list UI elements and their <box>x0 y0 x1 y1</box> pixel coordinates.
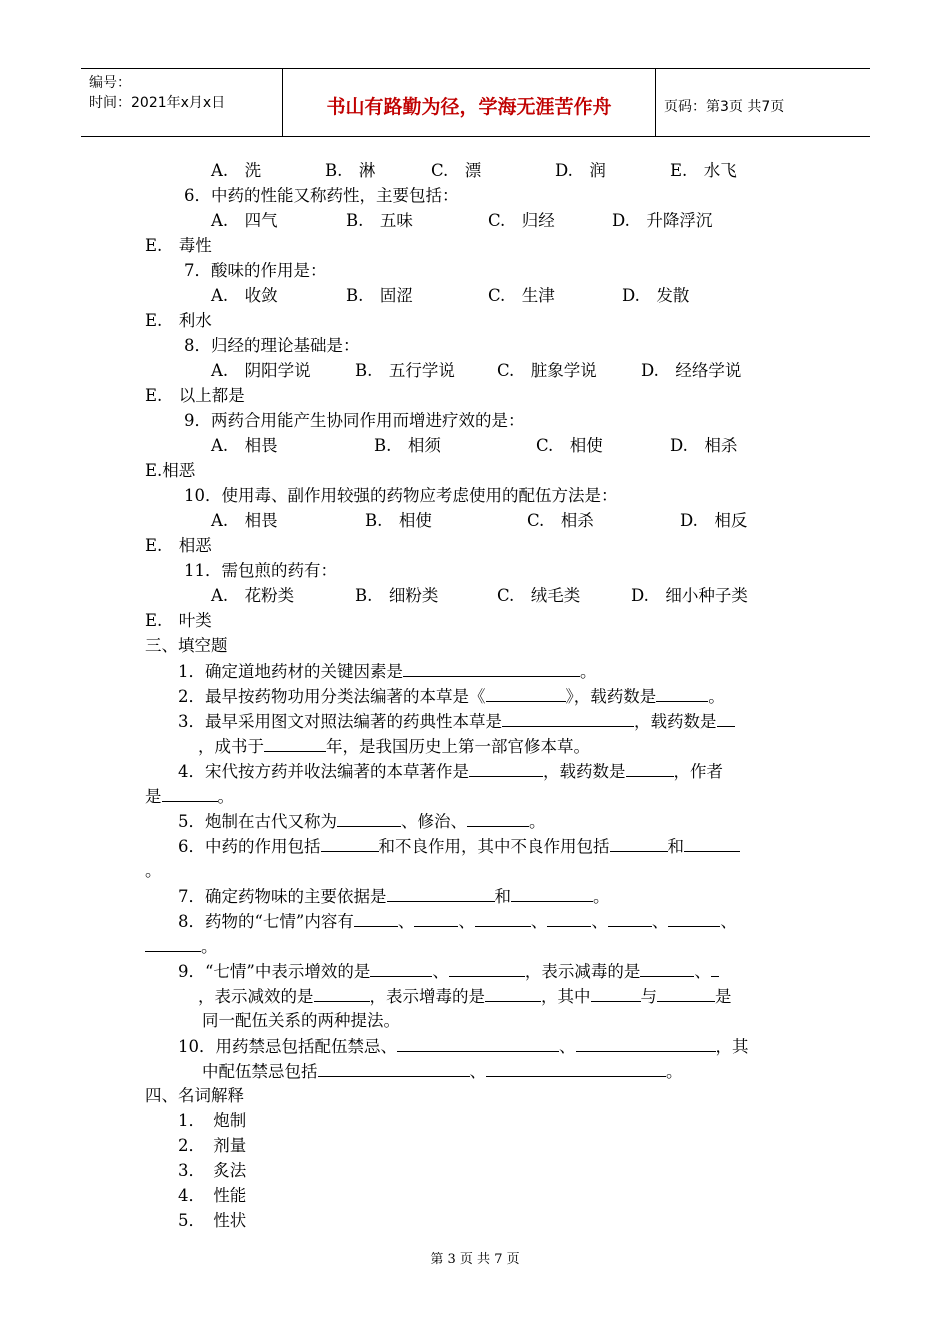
header-time-label: 时间：2021年x月x日 <box>89 95 226 111</box>
option: C. 脏象学说 <box>497 361 597 380</box>
option: A. 花粉类 <box>211 586 295 605</box>
fill-blank-3: 3．最早采用图文对照法编著的药典性本草是 ，载药数是 <box>178 710 735 733</box>
option: C. 漂 <box>431 161 482 180</box>
option: E. 利水 <box>145 311 212 330</box>
option: A. 四气 <box>211 211 278 230</box>
header-bottom-rule <box>81 136 870 137</box>
question-8: 8．归经的理论基础是： <box>184 336 360 355</box>
fill-blank-9: 9．“七情”中表示增效的是 、 ，表示减毒的是 、 <box>178 960 719 983</box>
fill-blank-8-cont: 。 <box>145 935 218 958</box>
option: B. 相须 <box>374 436 441 455</box>
header-divider <box>282 68 283 136</box>
term-item: 4． 性能 <box>178 1186 247 1205</box>
term-item: 2． 剂量 <box>178 1136 247 1155</box>
option: A. 相畏 <box>211 436 278 455</box>
option: A. 相畏 <box>211 511 278 530</box>
term-item: 1． 炮制 <box>178 1111 247 1130</box>
header-divider <box>655 68 656 136</box>
option: C. 归经 <box>488 211 555 230</box>
question-11: 11．需包煎的药有： <box>184 561 337 580</box>
option: C. 相使 <box>536 436 603 455</box>
option: D. 细小种子类 <box>631 586 748 605</box>
option: B. 五味 <box>346 211 413 230</box>
fill-blank-9-cont2: 同一配伍关系的两种提法。 <box>202 1011 400 1030</box>
option: C. 生津 <box>488 286 555 305</box>
fill-blank-3-cont: ，成书于 年，是我国历史上第一部官修本草。 <box>198 737 590 756</box>
question-9: 9．两药合用能产生协同作用而增进疗效的是： <box>184 411 525 430</box>
fill-blank-8: 8．药物的“七情”内容有 、 、 、 、 、 、 <box>178 912 737 931</box>
option: D. 润 <box>555 161 606 180</box>
option: B. 相使 <box>365 511 432 530</box>
header-page-label: 页码：第3页 共7页 <box>664 99 785 115</box>
option: B. 淋 <box>325 161 376 180</box>
option: E.相恶 <box>145 461 196 480</box>
header-code-label: 编号： <box>89 75 131 91</box>
section-title: 四、名词解释 <box>145 1086 244 1105</box>
option: C. 绒毛类 <box>497 586 581 605</box>
option: A. 收敛 <box>211 286 278 305</box>
term-item: 3． 炙法 <box>178 1161 247 1180</box>
option: D. 经络学说 <box>641 361 742 380</box>
option: E. 相恶 <box>145 536 212 555</box>
option: D. 发散 <box>622 286 690 305</box>
term-item: 5． 性状 <box>178 1211 247 1230</box>
option: C. 相杀 <box>527 511 594 530</box>
option: D. 升降浮沉 <box>612 211 713 230</box>
header-motto: 书山有路勤为径，学海无涯苦作舟 <box>326 96 612 118</box>
fill-blank-6-cont: 。 <box>145 861 162 880</box>
option: B. 固涩 <box>346 286 413 305</box>
fill-blank-1: 1．确定道地药材的关键因素是 。 <box>178 662 597 681</box>
fill-blank-10: 10．用药禁忌包括配伍禁忌、 、 ，其 <box>178 1037 749 1056</box>
fill-blank-10-cont: 中配伍禁忌包括 、 。 <box>202 1062 683 1081</box>
fill-blank-9-cont: ，表示减效的是 ，表示增毒的是 ，其中 与 是 <box>198 987 732 1006</box>
page-footer: 第 3 页 共 7 页 <box>430 1252 520 1267</box>
option: E. 以上都是 <box>145 386 245 405</box>
option: B. 五行学说 <box>355 361 455 380</box>
fill-blank-5: 5．炮制在古代又称为 、修治、 。 <box>178 812 546 831</box>
section-title: 三、填空题 <box>145 636 228 655</box>
option: D. 相杀 <box>670 436 738 455</box>
option: A. 洗 <box>211 161 262 180</box>
option: E. 毒性 <box>145 236 212 255</box>
fill-blank-4: 4．宋代按方药并收法编著的本草著作是 ，载药数是 ，作者 <box>178 762 723 781</box>
option: B. 细粉类 <box>355 586 439 605</box>
fill-blank-4-cont: 是 。 <box>145 787 234 806</box>
option: A. 阴阳学说 <box>211 361 311 380</box>
fill-blank-2: 2．最早按药物功用分类法编著的本草是《 》，载药数是 。 <box>178 687 725 706</box>
option: E. 水飞 <box>670 161 737 180</box>
fill-blank-7: 7．确定药物味的主要依据是 和 。 <box>178 887 610 906</box>
question-6: 6．中药的性能又称药性，主要包括： <box>184 186 459 205</box>
question-10: 10．使用毒、副作用较强的药物应考虑使用的配伍方法是： <box>184 486 618 505</box>
option: D. 相反 <box>680 511 748 530</box>
header-top-rule <box>81 68 870 69</box>
fill-blank-6: 6．中药的作用包括 和不良作用，其中不良作用包括 和 <box>178 835 740 858</box>
option: E. 叶类 <box>145 611 212 630</box>
question-7: 7．酸味的作用是： <box>184 261 327 280</box>
